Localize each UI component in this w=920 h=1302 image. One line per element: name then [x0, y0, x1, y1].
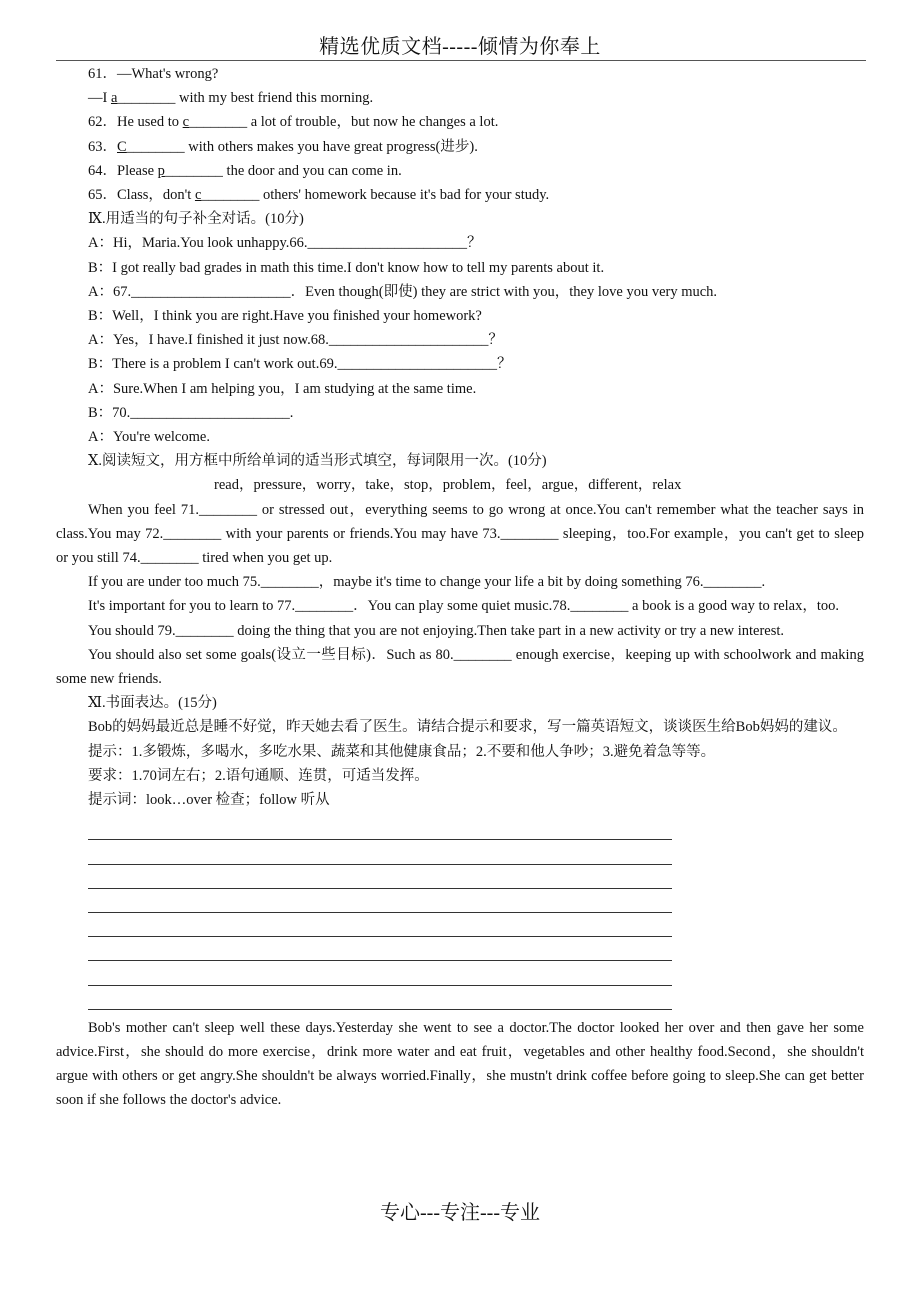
header-divider — [56, 60, 866, 61]
dialogue-line: A：Yes，I have.I finished it just now.68.______________________？ — [88, 332, 503, 349]
writing-requirements: 要求：1.70词左右；2.语句通顺、连贯，可适当发挥。 — [88, 767, 429, 784]
dialogue-line: A：67.______________________．Even though(即使) they are strict with you，they love you very much. — [88, 283, 718, 300]
passage-paragraph: If you are under too much 75.________，maybe it's time to change your life a bit by doing something 76.________. — [88, 574, 766, 591]
question-64: 64．Please p________ the door and you can come in. — [88, 162, 402, 179]
writing-line[interactable] — [88, 913, 672, 937]
dialogue-line: A：You're welcome. — [88, 429, 210, 446]
sample-answer: Bob's mother can't sleep well these days.Yesterday she went to see a doctor.The doctor looked her over and then gave her some advice.First，she should do more exercise，drink more water and eat fruit，vegetables and other healthy food.Second，she shouldn't argue with others or get angry.She shouldn't be always worried.Finally，she mustn't drink coffee before going to sleep.She can get better soon if she follows the doctor's advice. — [56, 1019, 864, 1109]
passage-paragraph: It's important for you to learn to 77.________．You can play some quiet music.78.________ a book is a good way to relax，too. — [88, 598, 840, 615]
question-62: 62．He used to c________ a lot of trouble，but now he changes a lot. — [88, 114, 499, 131]
page-footer: 专心---专注---专业 — [380, 1202, 540, 1224]
dialogue-line: B：I got really bad grades in math this time.I don't know how to tell my parents about it. — [88, 259, 605, 276]
writing-line[interactable] — [88, 840, 672, 864]
writing-prompt: Bob的妈妈最近总是睡不好觉，昨天她去看了医生。请结合提示和要求，写一篇英语短文，谈谈医生给Bob妈妈的建议。 — [88, 719, 847, 736]
question-61: 61．—What's wrong? — [88, 66, 219, 82]
writing-line[interactable] — [88, 889, 672, 913]
writing-line[interactable] — [88, 937, 672, 961]
dialogue-line: B：There is a problem I can't work out.69.______________________？ — [88, 356, 512, 373]
dialogue-line: B：70.______________________. — [88, 404, 294, 421]
passage-paragraph: You should 79.________ doing the thing that you are not enjoying.Then take part in a new activity or try a new interest. — [88, 622, 785, 639]
question-65: 65．Class，don't c________ others' homework because it's bad for your study. — [88, 187, 550, 204]
question-63: 63．C________ with others makes you have great progress(进步). — [88, 138, 478, 155]
writing-keywords: 提示词：look…over 检查；follow 听从 — [88, 792, 330, 809]
section-10-title: Ⅹ.阅读短文，用方框中所给单词的适当形式填空，每词限用一次。(10分) — [88, 453, 547, 470]
word-box: read，pressure，worry，take，stop，problem，feel，argue，different，relax — [214, 477, 682, 494]
page-header: 精选优质文档-----倾情为你奉上 — [319, 36, 601, 58]
writing-line[interactable] — [88, 865, 672, 889]
document-body — [56, 62, 864, 1113]
section-11-title: Ⅺ.书面表达。(15分) — [88, 695, 217, 712]
question-61-answer: —I a________ with my best friend this morning. — [88, 90, 374, 107]
writing-line[interactable] — [88, 961, 672, 985]
writing-line[interactable] — [88, 986, 672, 1010]
section-9-title: Ⅸ.用适当的句子补全对话。(10分) — [88, 211, 304, 228]
writing-line[interactable] — [88, 816, 672, 840]
writing-area[interactable] — [56, 816, 864, 1010]
writing-hint: 提示：1.多锻炼，多喝水，多吃水果、蔬菜和其他健康食品；2.不要和他人争吵；3.避免着急等等。 — [88, 743, 716, 760]
passage-paragraph: When you feel 71.________ or stressed out，everything seems to go wrong at once.You can't remember what the teacher says in class.You may 72.________ with your parents or friends.You may have 73.________ sleeping，too.For example，you can't get to sleep or you still 74.________ tired when you get up. — [56, 501, 864, 567]
passage-paragraph: You should also set some goals(设立一些目标)．Such as 80.________ enough exercise，keeping up with schoolwork and making some new friends. — [56, 646, 864, 688]
dialogue-line: A：Sure.When I am helping you，I am studying at the same time. — [88, 380, 477, 397]
dialogue-line: B：Well，I think you are right.Have you finished your homework? — [88, 308, 482, 325]
dialogue-line: A：Hi，Maria.You look unhappy.66.______________________？ — [88, 235, 482, 252]
